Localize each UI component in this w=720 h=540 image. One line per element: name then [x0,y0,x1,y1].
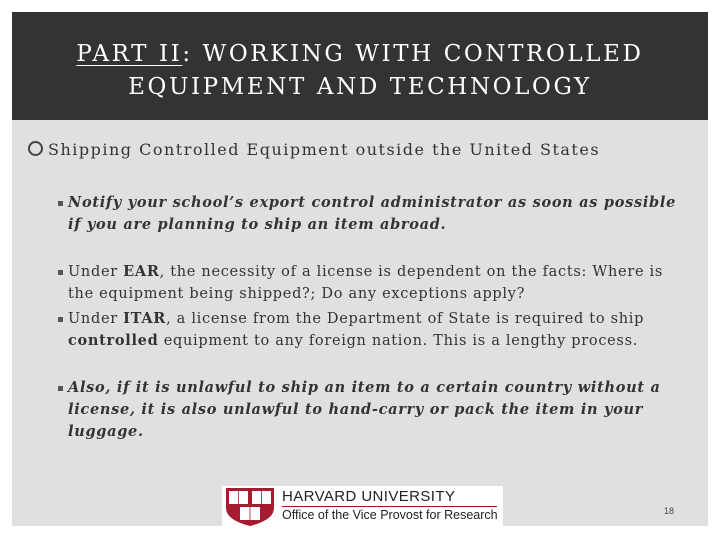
square-bullet-icon [58,317,63,322]
title-part-label: PART II [76,41,183,67]
page-number: 18 [664,506,675,516]
section-heading [28,140,678,159]
logo-divider [282,506,497,507]
bullet-text-post: , the necessity of a license is dependent on the facts: Where is the equipment being shipped?; Do any exceptions apply? [68,264,664,302]
slide-title-line-2: EQUIPMENT AND TECHNOLOGY [128,74,592,100]
section-heading-text: Shipping Controlled Equipment outside the United States [48,140,601,159]
bullet-term-ear: EAR [123,263,160,280]
logo-university-name: HARVARD UNIVERSITY [282,488,456,505]
bullet-ear [68,261,688,305]
bullet-notify-administrator [68,192,688,236]
ring-bullet-icon [28,141,43,156]
logo-office-name: Office of the Vice Provost for Research [282,508,498,522]
square-bullet-icon [58,201,63,206]
bullet-text: Also, if it is unlawful to ship an item to a certain country without a license, it is also unlawful to hand-carry or pack the item in your luggage. [68,379,661,440]
title-line-1-rest: : WORKING WITH CONTROLLED [182,41,644,67]
bullet-text-pre: Under [68,264,124,280]
square-bullet-icon [58,270,63,275]
bullet-term-controlled: controlled [68,332,159,349]
bullet-term-itar: ITAR [123,310,167,327]
bullet-text-pre: Under [68,311,124,327]
bullet-hand-carry [68,377,688,443]
bullet-text-post: equipment to any foreign nation. This is a lengthy process. [158,333,639,349]
harvard-logo [222,486,503,526]
harvard-shield-icon [224,486,276,526]
slide-title-line-1 [12,39,708,69]
bullet-text-mid: , a license from the Department of State is required to ship [166,311,645,327]
square-bullet-icon [58,386,63,391]
bullet-text: Notify your school’s export control administrator as soon as possible if you are planning to ship an item abroad. [68,194,677,233]
title-bar [12,12,708,120]
bullet-itar [68,308,688,352]
